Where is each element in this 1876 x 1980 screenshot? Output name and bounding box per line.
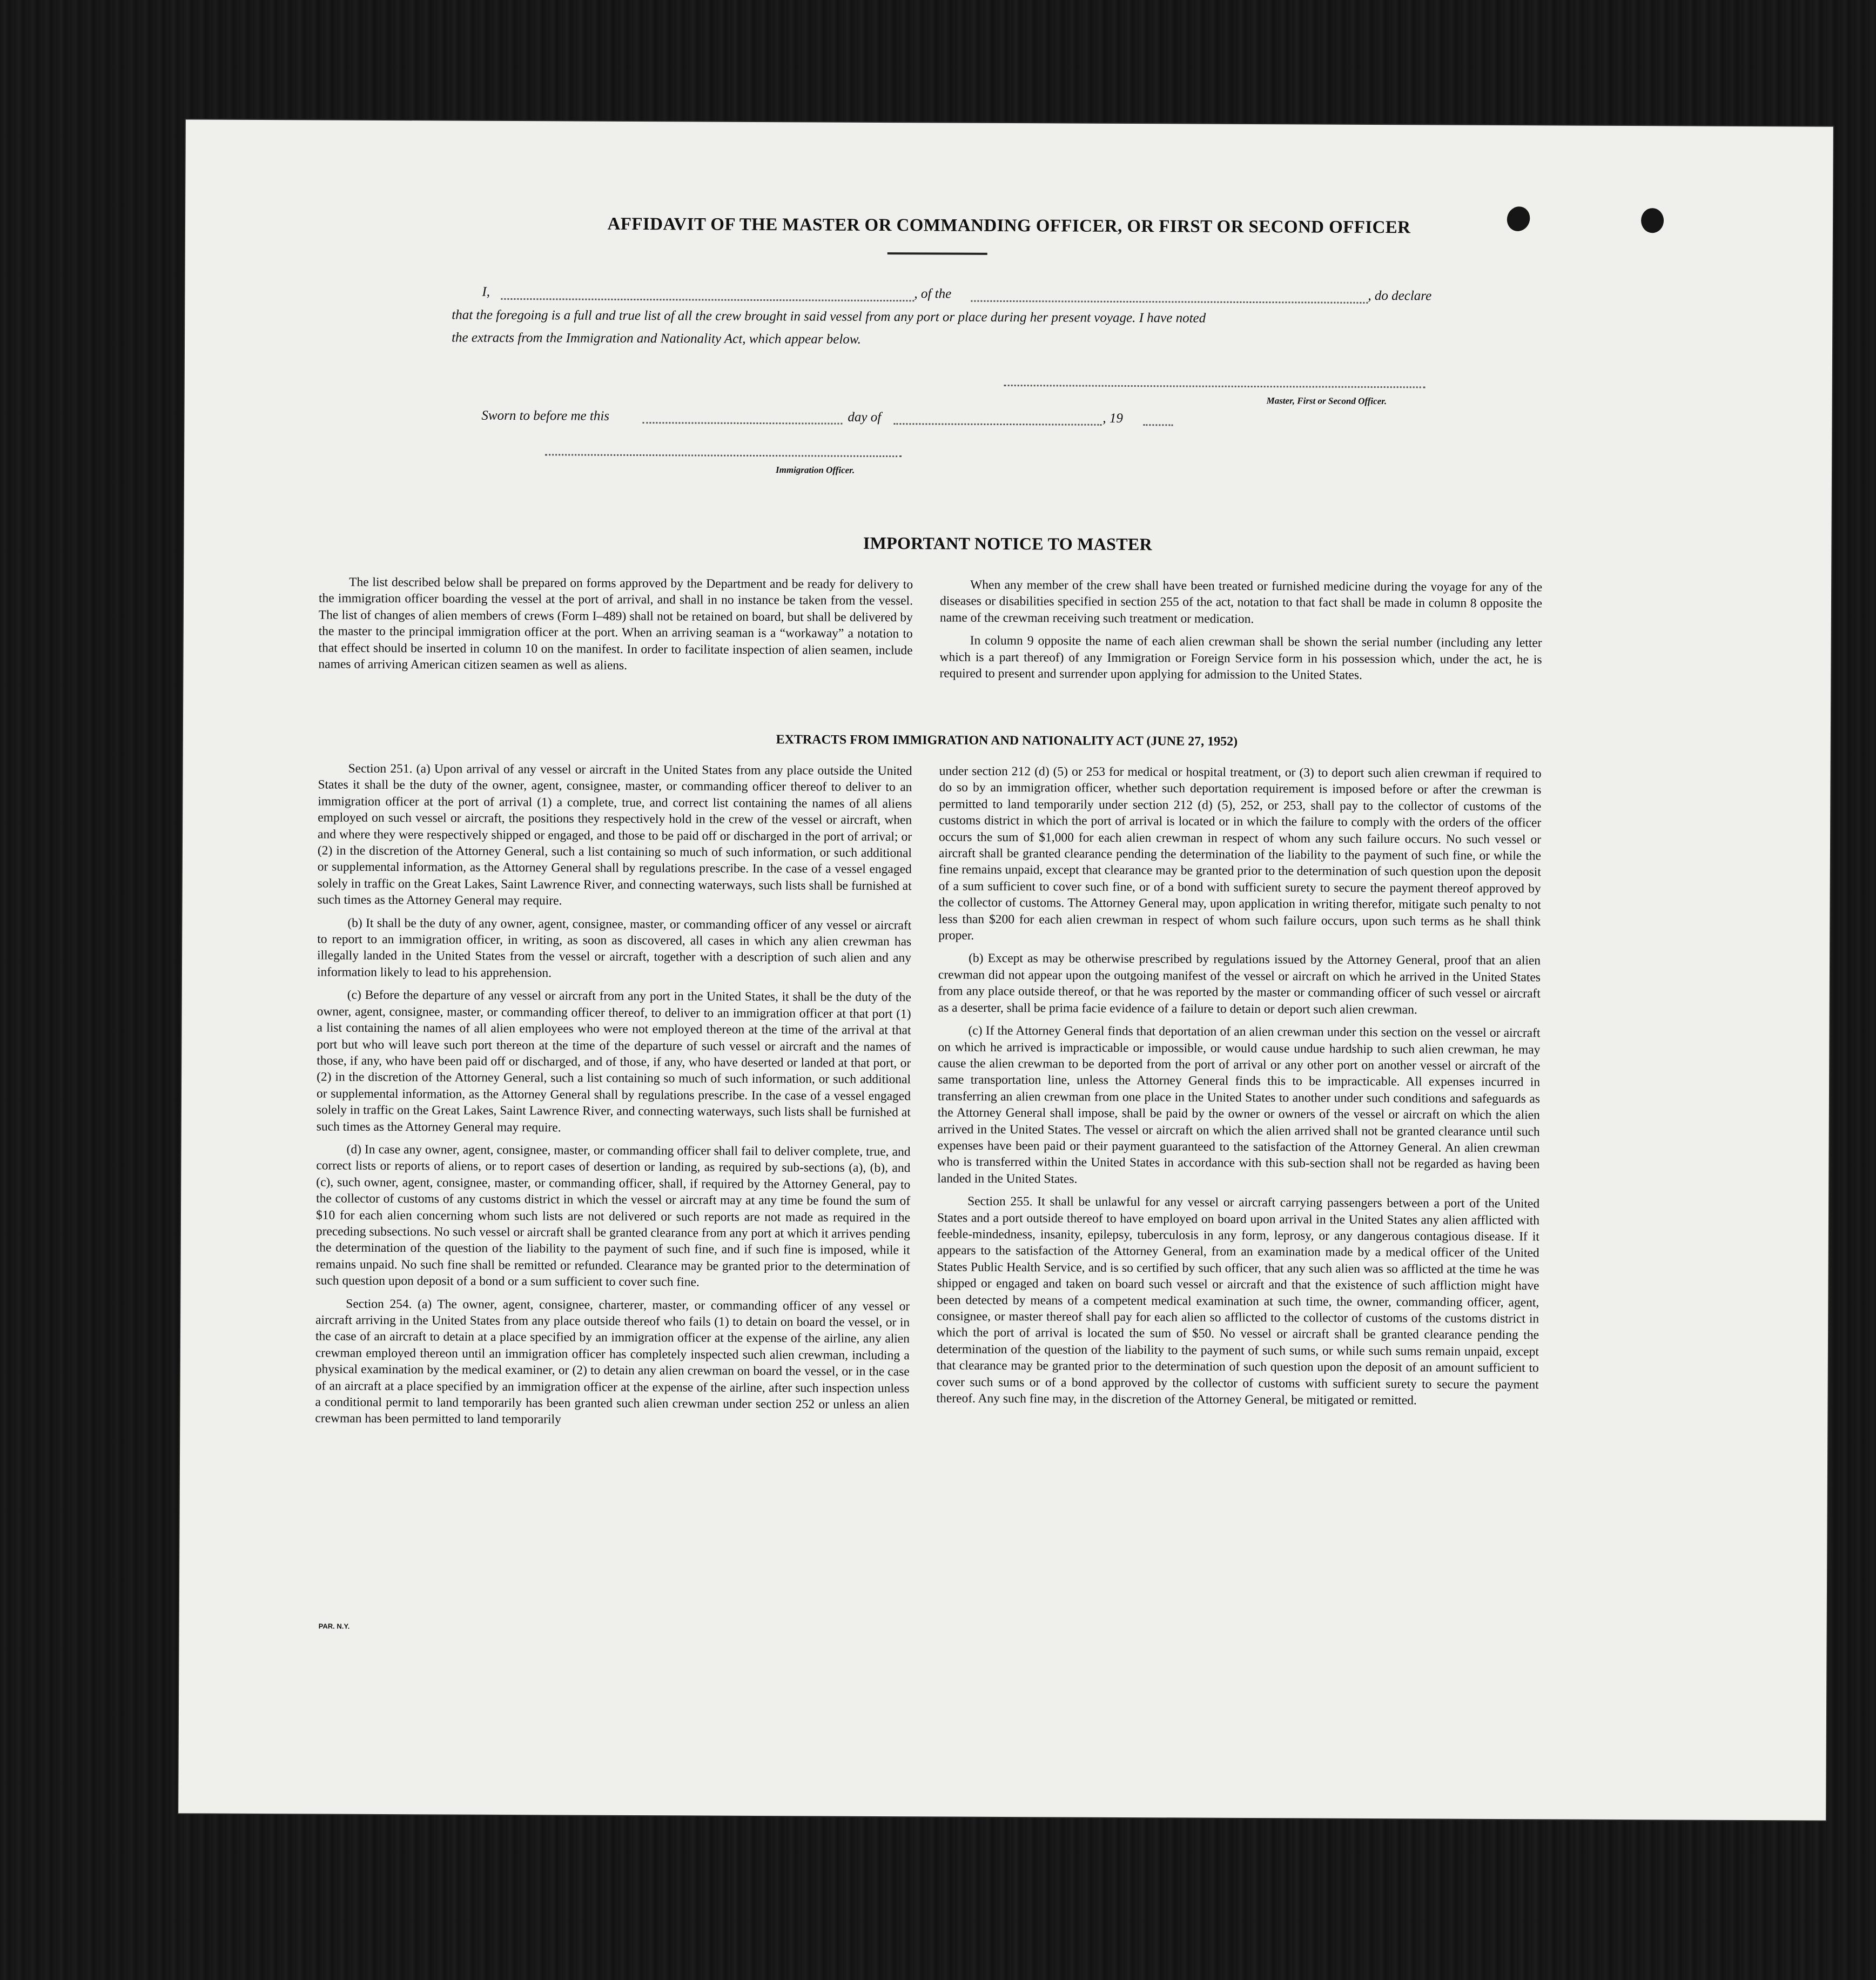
master-caption: Master, First or Second Officer. — [1266, 395, 1387, 407]
document-page — [178, 119, 1833, 1820]
master-signature-field[interactable] — [1004, 385, 1426, 388]
of-the-label: , of the — [914, 286, 952, 301]
sworn-year-field[interactable] — [1143, 424, 1173, 426]
section-254a-continued: under section 212 (d) (5) or 253 for medical or hospital treatment, or (3) to deport such alien crewman if required to do so by an immigration officer, whether such deportation requirement is imposed before or after the crewman is permitted to land temporarily under section 212 (d) (5), 252, or 253, shall pay to the collector of customs of the customs district in which the port of arrival is located or in which the failure to comply with the orders of the officer occurs the sum of $1,000 for each alien crewman in respect of whom any such failure occurs. No such vessel or aircraft shall be granted clearance pending the determination of the liability to the payment of such fine, or while the fine remains unpaid, except that clearance may be granted prior to the determination of such question upon the deposit of a sum sufficient to cover such fine, or of a bond with sufficient surety to secure the payment thereof approved by the collector of customs. The Attorney General may, upon application in writing therefor, mitigate such penalty to not less than $200 for each alien crewman in respect of whom such failure occurs, upon such terms as he shall think proper. — [938, 764, 1542, 943]
day-of-label: day of — [848, 410, 882, 425]
affidavit-title: AFFIDAVIT OF THE MASTER OR COMMANDING OFFICER, OR FIRST OR SECOND OFFICER — [607, 214, 1411, 238]
notice-left-column — [318, 574, 913, 681]
section-251c: (c) Before the departure of any vessel or aircraft from any port in the United States, it shall be the duty of the owner, agent, consignee, master, or commanding officer thereof, to deliver to an immigration officer at that port (1) a list containing the names of all alien employees who were not employed thereon at the time of the arrival at that port but who will leave such port thereon at the time of the departure of such vessel or aircraft and the names of those, if any, who have been paid off or discharged, and of those, if any, who have deserted or landed at that port, or (2) in the discretion of the Attorney General, such a list containing so much of such information, or such additional or supplemental information, as the Attorney General shall by regulations prescribe. In the case of a vessel engaged solely in traffic on the Great Lakes, Saint Lawrence River, and connecting waterways, such lists shall be furnished at such times as the Attorney General may require. — [316, 988, 911, 1135]
section-254b: (b) Except as may be otherwise prescribed by regulations issued by the Attorney General, proof that an alien crewman did not appear upon the outgoing manifest of the vessel or aircraft on which he arrived in the United States from any place outside thereof, or that he was reported by the master or commanding officer of such vessel or aircraft as a deserter, shall be prima facie evidence of a failure to detain or deport such alien crewman. — [938, 951, 1541, 1017]
officer-signature-field[interactable] — [545, 454, 902, 457]
section-254c: (c) If the Attorney General finds that deportation of an alien crewman under this section on the vessel or aircraft on which he arrived is impracticable or impossible, or would cause undue hardship to such alien crewman, he may cause the alien crewman to be deported from the port of arrival or any other port on another vessel or aircraft of the same transportation line, unless the Attorney General finds this to be impracticable. All expenses incurred in transferring an alien crewman from one place in the United States to another under such conditions and safeguards as the Attorney General shall impose, shall be paid by the owner or owners of the vessel or aircraft on which the alien arrived in the United States. The vessel or aircraft on which the alien arrived shall not be granted clearance until such expenses have been paid or their payment guaranteed to the satisfaction of the Attorney General. An alien crewman who is transferred within the United States in accordance with this sub-section shall not be regarded as having been landed in the United States. — [937, 1023, 1541, 1186]
title-rule — [887, 252, 987, 255]
section-254a: Section 254. (a) The owner, agent, consignee, charterer, master, or commanding officer of any vessel or aircraft arriving in the United States from any place outside thereof who fails (1) to detain on board the vessel, or in the case of an aircraft to detain at a place specified by an immigration officer at the expense of the airline, any alien crewman employed thereon until an immigration officer has completely inspected such alien crewman, including a physical examination by the medical examiner, or (2) to detain any alien crewman on board the vessel, or in the case of an aircraft at a place specified by an immigration officer at the expense of the airline, after such inspection unless a conditional permit to land temporarily has been granted such alien crewman under section 252 or unless an alien crewman has been permitted to land temporarily — [315, 1297, 910, 1427]
notice-right-paragraph-2: In column 9 opposite the name of each alien crewman shall be shown the serial number (including any letter which is a part thereof) of any Immigration or Foreign Service form in his possession which, under the act, he is required to present and surrender upon applying for admission to the United States. — [939, 633, 1542, 682]
declaration-line-2: the extracts from the Immigration and Nationality Act, which appear below. — [452, 330, 861, 347]
section-251a: Section 251. (a) Upon arrival of any vessel or aircraft in the United States from any place outside the United States it shall be the duty of the owner, agent, consignee, master, or commanding officer thereof to deliver to an immigration officer at the port of arrival (1) a complete, true, and correct list containing the names of all aliens employed on such vessel or aircraft, the positions they respectively hold in the crew of the vessel or aircraft, when and where they were respectively shipped or engaged, and those to be paid off or discharged in the port of arrival; or (2) in the discretion of the Attorney General, such a list containing so much of such information, or such additional or supplemental information, as the Attorney General shall by regulations prescribe. In the case of a vessel engaged solely in traffic on the Great Lakes, Saint Lawrence River, and connecting waterways, such lists shall be furnished at such times as the Attorney General may require. — [317, 761, 912, 908]
i-label: I, — [482, 284, 490, 299]
notice-right-paragraph-1: When any member of the crew shall have been treated or furnished medicine during the voyage for any of the diseases or disabilities specified in section 255 of the act, notation to that fact shall be made in column 8 opposite the name of the crewman receiving such treatment or medication. — [939, 578, 1543, 626]
extracts-title: EXTRACTS FROM IMMIGRATION AND NATIONALITY ACT (JUNE 27, 1952) — [776, 733, 1238, 749]
officer-caption: Immigration Officer. — [775, 465, 855, 475]
sworn-label: Sworn to before me this — [481, 408, 610, 424]
year-label: , 19 — [1102, 411, 1124, 426]
declaration-line-1: that the foregoing is a full and true list of all the crew brought in said vessel from any port or place during her present voyage. I have noted — [452, 307, 1206, 326]
section-251d: (d) In case any owner, agent, consignee, master, or commanding officer shall fail to deliver complete, true, and correct lists or reports of aliens, or to report cases of desertion or landing, as required by sub-sections (a), (b), and (c), such owner, agent, consignee, master, or commanding officer, shall, if required by the Attorney General, pay to the collector of customs of any customs district in which the vessel or aircraft may at any time be found the sum of $10 for each alien concerning whom such lists are not delivered or such reports are not made as required in the preceding subsections. No such vessel or aircraft shall be granted clearance from any port at which it arrives pending the determination of the question of the liability to the payment of such fine, and if such fine is imposed, while it remains unpaid. No such fine shall be remitted or refunded. Clearance may be granted prior to the determination of such question upon deposit of a bond or a sum sufficient to cover such fine. — [315, 1142, 911, 1290]
sworn-day-field[interactable] — [642, 422, 842, 425]
notice-right-column — [939, 576, 1542, 690]
notice-title: IMPORTANT NOTICE TO MASTER — [863, 533, 1153, 554]
do-declare-label: , do declare — [1368, 288, 1432, 304]
extracts-left-column — [315, 760, 912, 1436]
section-255: Section 255. It shall be unlawful for any vessel or aircraft carrying passengers between a port of the United States and a port outside thereof to have employed on board upon arrival in the United States any alien afflicted with feeble-mindedness, insanity, epilepsy, tuberculosis in any form, leprosy, or any dangerous contagious disease. If it appears to the satisfaction of the Attorney General, from an examination made by a medical officer of the United States Public Health Service, and is so certified by such officer, that any such alien was so afflicted at the time he was shipped or engaged and taken on board such vessel or aircraft and that the existence of such affliction might have been detected by means of a competent medical examination at such time, the owner, commanding officer, agent, consignee, or master thereof shall pay for each alien so afflicted to the collector of customs of the customs district in which the port of arrival is located the sum of $50. No vessel or aircraft shall be granted clearance pending the determination of the question of the liability to the payment of such sums, or while such sums remain unpaid, except that clearance may be granted prior to the determination of such question upon the deposit of an amount sufficient to cover such sums or of a bond approved by the collector of customs with sufficient surety to secure the payment thereof. Any such fine may, in the discretion of the Attorney General, be mitigated or remitted. — [936, 1194, 1540, 1408]
vessel-name-field[interactable] — [971, 300, 1368, 304]
master-name-field[interactable] — [501, 298, 914, 301]
section-251b: (b) It shall be the duty of any owner, agent, consignee, master, or commanding officer of any vessel or aircraft to report to an immigration officer, in writing, as soon as discovered, all cases in which any alien crewman has illegally landed in the United States from the vessel or aircraft, together with a description of such alien and any information likely to lead to his apprehension. — [317, 916, 912, 981]
notice-left-paragraph: The list described below shall be prepared on forms approved by the Department and be ready for delivery to the immigration officer boarding the vessel at the port of arrival, and shall in no instance be taken from the vessel. The list of changes of alien members of crews (Form I–489) shall not be retained on board, but shall be delivered by the master to the principal immigration officer at the port. When an arriving seaman is a “workaway” a notation to that effect should be inserted in column 10 on the manifest. In order to facilitate inspection of alien seamen, include names of arriving American citizen seamen as well as aliens. — [318, 575, 913, 673]
sworn-month-field[interactable] — [893, 423, 1101, 426]
extracts-right-column — [936, 763, 1541, 1415]
printer-code: PAR. N.Y. — [318, 1622, 350, 1630]
